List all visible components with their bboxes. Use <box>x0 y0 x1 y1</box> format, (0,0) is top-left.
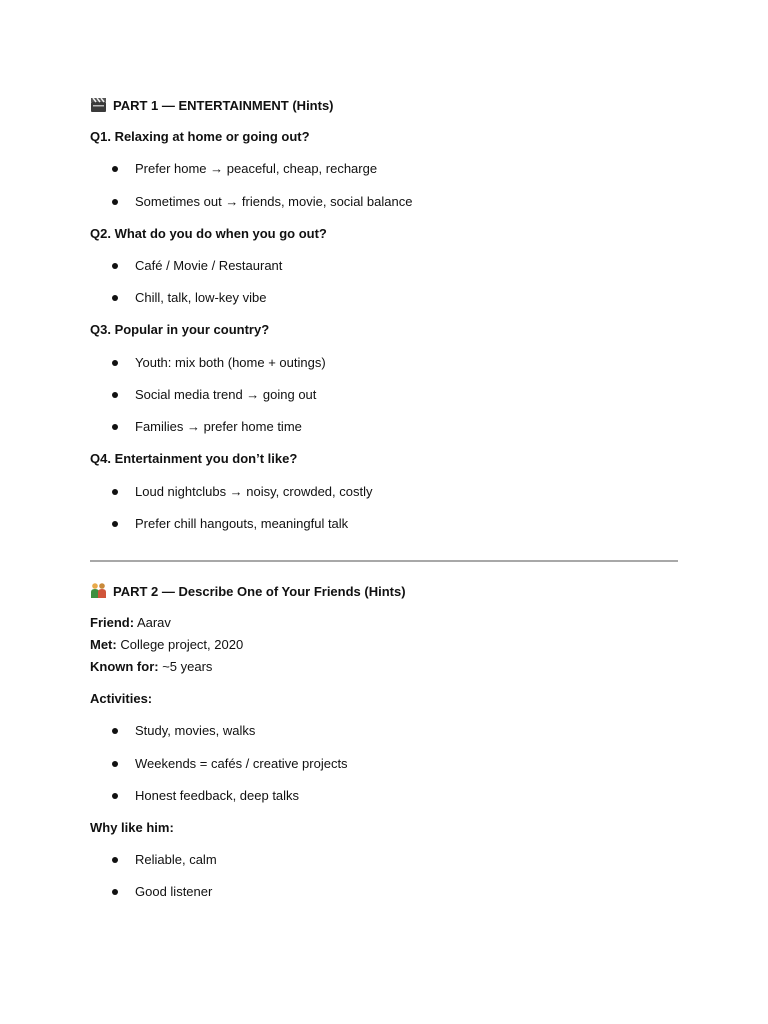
friend-value: Aarav <box>134 615 171 630</box>
list-item: Chill, talk, low-key vibe <box>135 290 267 305</box>
question-4: Q4. Entertainment you don’t like? <box>90 451 298 466</box>
bullet-dot <box>112 360 118 366</box>
met-value: College project, 2020 <box>116 637 244 652</box>
part1-heading <box>90 96 334 114</box>
bullet-dot <box>112 728 118 734</box>
bullet-dot <box>112 889 118 895</box>
bullet-dot <box>112 793 118 799</box>
met-line <box>90 637 243 653</box>
met-label: Met: <box>90 637 117 652</box>
part1-heading-text: PART 1 — ENTERTAINMENT (Hints) <box>113 98 334 113</box>
list-item: Families → prefer home time <box>135 419 302 434</box>
bullet-dot <box>112 489 118 495</box>
list-item: Café / Movie / Restaurant <box>135 258 283 273</box>
list-item: Loud nightclubs → noisy, crowded, costly <box>135 484 373 499</box>
section-divider <box>90 560 678 562</box>
list-item: Youth: mix both (home + outings) <box>135 355 326 370</box>
clapperboard-icon <box>90 96 107 113</box>
list-item: Study, movies, walks <box>135 723 256 738</box>
bullet-dot <box>112 166 118 172</box>
list-item: Prefer chill hangouts, meaningful talk <box>135 516 349 531</box>
bullet-dot <box>112 199 118 205</box>
bullet-dot <box>112 521 118 527</box>
friend-label: Friend: <box>90 615 135 630</box>
list-item: Honest feedback, deep talks <box>135 788 300 803</box>
why-label: Why like him: <box>90 820 174 835</box>
bullet-dot <box>112 295 118 301</box>
list-item: Sometimes out → friends, movie, social balance <box>135 194 413 209</box>
known-value: ~5 years <box>158 659 213 674</box>
bullet-dot <box>112 761 118 767</box>
part2-heading <box>90 582 406 600</box>
question-2: Q2. What do you do when you go out? <box>90 226 327 241</box>
bullet-dot <box>112 392 118 398</box>
known-line <box>90 659 212 675</box>
bullet-dot <box>112 857 118 863</box>
bullet-dot <box>112 263 118 269</box>
activities-label: Activities: <box>90 691 153 706</box>
question-1: Q1. Relaxing at home or going out? <box>90 129 310 144</box>
list-item: Good listener <box>135 884 213 899</box>
question-3: Q3. Popular in your country? <box>90 322 270 337</box>
known-label: Known for: <box>90 659 159 674</box>
friend-line <box>90 615 171 631</box>
list-item: Prefer home → peaceful, cheap, recharge <box>135 161 378 176</box>
list-item: Reliable, calm <box>135 852 217 867</box>
bullet-dot <box>112 424 118 430</box>
list-item: Weekends = cafés / creative projects <box>135 756 348 771</box>
two-people-icon <box>90 582 107 599</box>
list-item: Social media trend → going out <box>135 387 317 402</box>
part2-heading-text: PART 2 — Describe One of Your Friends (Hints) <box>113 584 406 599</box>
